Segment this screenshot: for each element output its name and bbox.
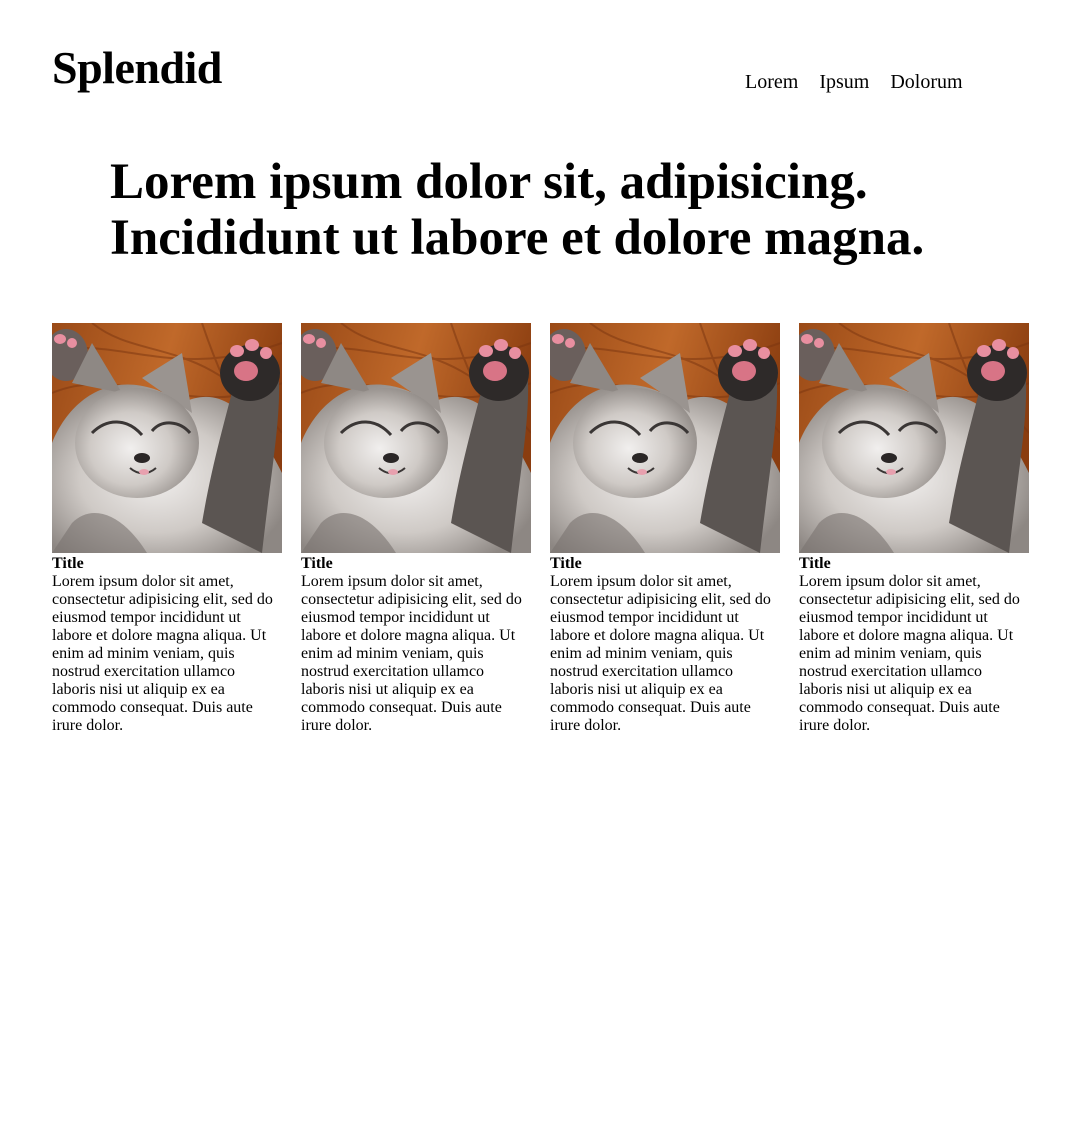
- kitten-image: [301, 323, 531, 553]
- kitten-image: [550, 323, 780, 553]
- card-text: Lorem ipsum dolor sit amet, consectetur adipisicing elit, sed do eiusmod tempor incididunt ut labore et dolore magna aliqua. Ut enim ad minim veniam, quis nostrud exercitation ullamco laboris nisi ut aliquip ex ea commodo consequat. Duis aute irure dolor.: [550, 573, 771, 734]
- card: [799, 323, 1029, 735]
- card-title: Title: [550, 555, 582, 572]
- card-title: Title: [52, 555, 84, 572]
- site-logo[interactable]: Splendid: [52, 42, 222, 93]
- card: [52, 323, 282, 735]
- hero-line-1: Lorem ipsum dolor sit, adipisicing.: [110, 154, 868, 210]
- card-text: Lorem ipsum dolor sit amet, consectetur adipisicing elit, sed do eiusmod tempor incididunt ut labore et dolore magna aliqua. Ut enim ad minim veniam, quis nostrud exercitation ullamco laboris nisi ut aliquip ex ea commodo consequat. Duis aute irure dolor.: [799, 573, 1020, 734]
- kitten-image: [799, 323, 1029, 553]
- main-nav: [745, 70, 963, 94]
- card-grid: [52, 323, 1029, 735]
- kitten-image: [52, 323, 282, 553]
- card: [550, 323, 780, 735]
- card-title: Title: [301, 555, 333, 572]
- card-text: Lorem ipsum dolor sit amet, consectetur adipisicing elit, sed do eiusmod tempor incididunt ut labore et dolore magna aliqua. Ut enim ad minim veniam, quis nostrud exercitation ullamco laboris nisi ut aliquip ex ea commodo consequat. Duis aute irure dolor.: [52, 573, 273, 734]
- nav-link-ipsum[interactable]: Ipsum: [819, 71, 870, 93]
- nav-link-lorem[interactable]: Lorem: [745, 71, 799, 93]
- card: [301, 323, 531, 735]
- nav-link-dolorum[interactable]: Dolorum: [890, 71, 963, 93]
- card-text: Lorem ipsum dolor sit amet, consectetur adipisicing elit, sed do eiusmod tempor incididunt ut labore et dolore magna aliqua. Ut enim ad minim veniam, quis nostrud exercitation ullamco laboris nisi ut aliquip ex ea commodo consequat. Duis aute irure dolor.: [301, 573, 522, 734]
- card-title: Title: [799, 555, 831, 572]
- hero-line-2: Incididunt ut labore et dolore magna.: [110, 210, 925, 266]
- hero-heading: [110, 154, 1010, 266]
